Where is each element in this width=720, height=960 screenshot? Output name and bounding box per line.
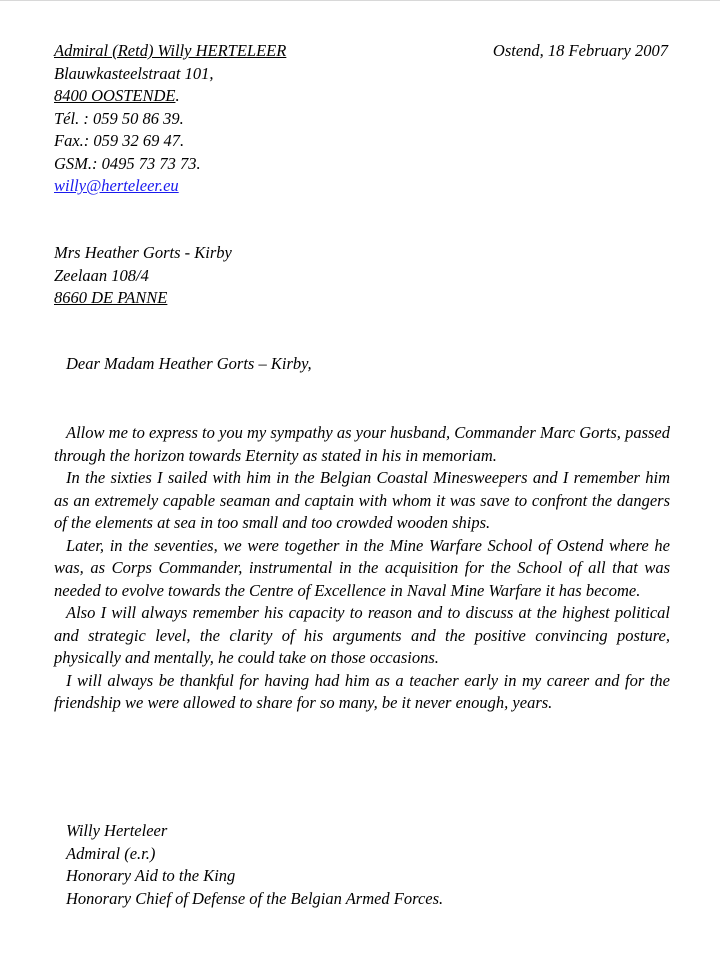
recipient-address-block [54,242,232,310]
page-top-border [0,0,720,1]
recipient-street: Zeelaan 108/4 [54,265,149,285]
sender-name: Admiral (Retd) Willy HERTELEER [54,41,287,60]
signature-title: Honorary Chief of Defense of the Belgian Armed Forces. [66,888,444,908]
sender-address-block [54,40,286,198]
recipient-name: Mrs Heather Gorts - Kirby [54,243,232,262]
signature-rank: Admiral (e.r.) [66,843,156,863]
body-paragraph: Later, in the seventies, we were together in the Mine Warfare School of Ostend where he was, as Corps Commander, instrumental in the acquisition for the School of all that was needed to evolve towards the Centre of Excellence in Naval Mine Warfare it has become. [54,535,670,600]
body-paragraph: Allow me to express to you my sympathy as your husband, Commander Marc Gorts, passed through the horizon towards Eternity as stated in his in memoriam. [54,423,670,465]
recipient-city: 8660 DE PANNE [54,288,168,307]
letter-date: Ostend, 18 February 2007 [492,41,668,60]
sender-telephone: Tél. : 059 50 86 39. [54,108,184,128]
sender-email-link[interactable]: willy@herteleer.eu [54,176,179,195]
sender-city: 8400 OOSTENDE. [54,86,180,105]
sender-gsm: GSM.: 0495 73 73 73. [54,153,201,173]
salutation: Dear Madam Heather Gorts – Kirby, [66,354,312,373]
letter-body [54,422,670,715]
body-paragraph: I will always be thankful for having had him as a teacher early in my career and for the friendship we were allowed to share for so many, be it never enough, years. [54,670,670,712]
signature-title: Honorary Aid to the King [66,866,236,885]
signature-name: Willy Herteleer [66,821,168,840]
sender-fax: Fax.: 059 32 69 47. [54,131,185,150]
body-paragraph: In the sixties I sailed with him in the Belgian Coastal Minesweepers and I remember him as an extremely capable seaman and captain with whom it was save to confront the dangers of the elements at sea in too small and too crowded wooden ships. [54,468,670,532]
body-paragraph: Also I will always remember his capacity to reason and to discuss at the highest political and strategic level, the clarity of his arguments and the positive convincing posture, physically and mentally, he could take on those occasions. [54,603,670,667]
signature-block [66,820,443,910]
sender-street: Blauwkasteelstraat 101, [54,63,214,83]
